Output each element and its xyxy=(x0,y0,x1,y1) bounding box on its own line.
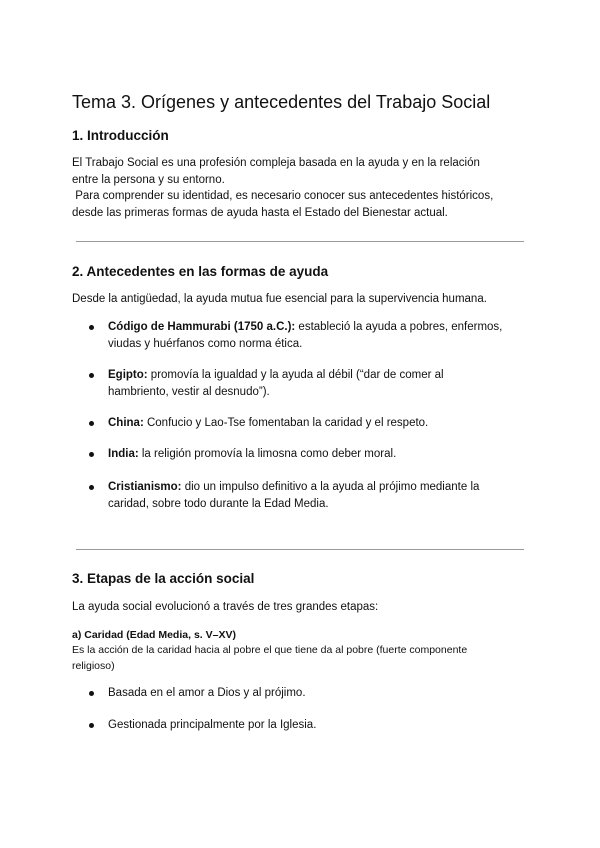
bullet-icon xyxy=(89,325,94,330)
list-item-label: Egipto: xyxy=(108,369,148,381)
paragraph-line: Es la acción de la caridad hacia al pobre el que tiene da al pobre (fuerte componente xyxy=(72,644,468,656)
bullet-icon xyxy=(89,421,94,426)
horizontal-divider xyxy=(76,241,524,242)
paragraph-line: El Trabajo Social es una profesión compleja basada en la ayuda y en la relación xyxy=(72,157,480,169)
list-item-text: viudas y huérfanos como norma ética. xyxy=(108,337,303,350)
list-item-label: China: xyxy=(108,417,144,429)
list-item-text: estableció la ayuda a pobres, enfermos, xyxy=(295,321,503,333)
paragraph-line: religioso) xyxy=(72,660,115,672)
paragraph-line: entre la persona y su entorno. xyxy=(72,174,225,186)
section-heading-introduccion: 1. Introducción xyxy=(72,128,169,143)
list-item xyxy=(108,479,528,512)
section-heading-etapas: 3. Etapas de la acción social xyxy=(72,571,255,586)
list-item xyxy=(108,685,528,702)
list-item-text: Gestionada principalmente por la Iglesia. xyxy=(108,719,317,731)
section-heading-antecedentes: 2. Antecedentes en las formas de ayuda xyxy=(72,264,329,279)
list-item-label: Código de Hammurabi (1750 a.C.): xyxy=(108,321,296,333)
list-item xyxy=(108,319,528,352)
page-title: Tema 3. Orígenes y antecedentes del Trabajo Social xyxy=(72,92,491,112)
list-item xyxy=(108,367,528,400)
bullet-icon xyxy=(89,485,94,490)
list-item xyxy=(108,717,528,734)
list-item-text: dio un impulso definitivo a la ayuda al prójimo mediante la xyxy=(181,481,480,493)
list-item-text: hambriento, vestir al desnudo”). xyxy=(108,385,270,398)
bullet-icon xyxy=(89,373,94,378)
subheading-caridad: a) Caridad (Edad Media, s. V–XV) xyxy=(72,629,236,641)
list-item-text: Confucio y Lao-Tse fomentaban la caridad y el respeto. xyxy=(143,417,429,429)
list-item xyxy=(108,446,528,463)
list-item-text: promovía la igualdad y la ayuda al débil (“dar de comer al xyxy=(147,369,444,381)
paragraph-line: desde las primeras formas de ayuda hasta el Estado del Bienestar actual. xyxy=(72,207,448,219)
horizontal-divider xyxy=(76,549,524,550)
bullet-icon xyxy=(89,691,94,696)
section-intro: La ayuda social evolucionó a través de tres grandes etapas: xyxy=(72,601,379,613)
section-intro: Desde la antigüedad, la ayuda mutua fue esencial para la supervivencia humana. xyxy=(72,293,487,305)
bullet-icon xyxy=(89,723,94,728)
list-item-label: India: xyxy=(108,448,139,460)
paragraph-line: Para comprender su identidad, es necesario conocer sus antecedentes históricos, xyxy=(72,190,494,202)
list-item xyxy=(108,415,528,432)
list-item-label: Cristianismo: xyxy=(108,481,182,493)
list-item-text: Basada en el amor a Dios y al prójimo. xyxy=(108,687,306,699)
bullet-icon xyxy=(89,452,94,457)
list-item-text: la religión promovía la limosna como deber moral. xyxy=(138,448,397,460)
list-item-text: caridad, sobre todo durante la Edad Media. xyxy=(108,497,329,510)
